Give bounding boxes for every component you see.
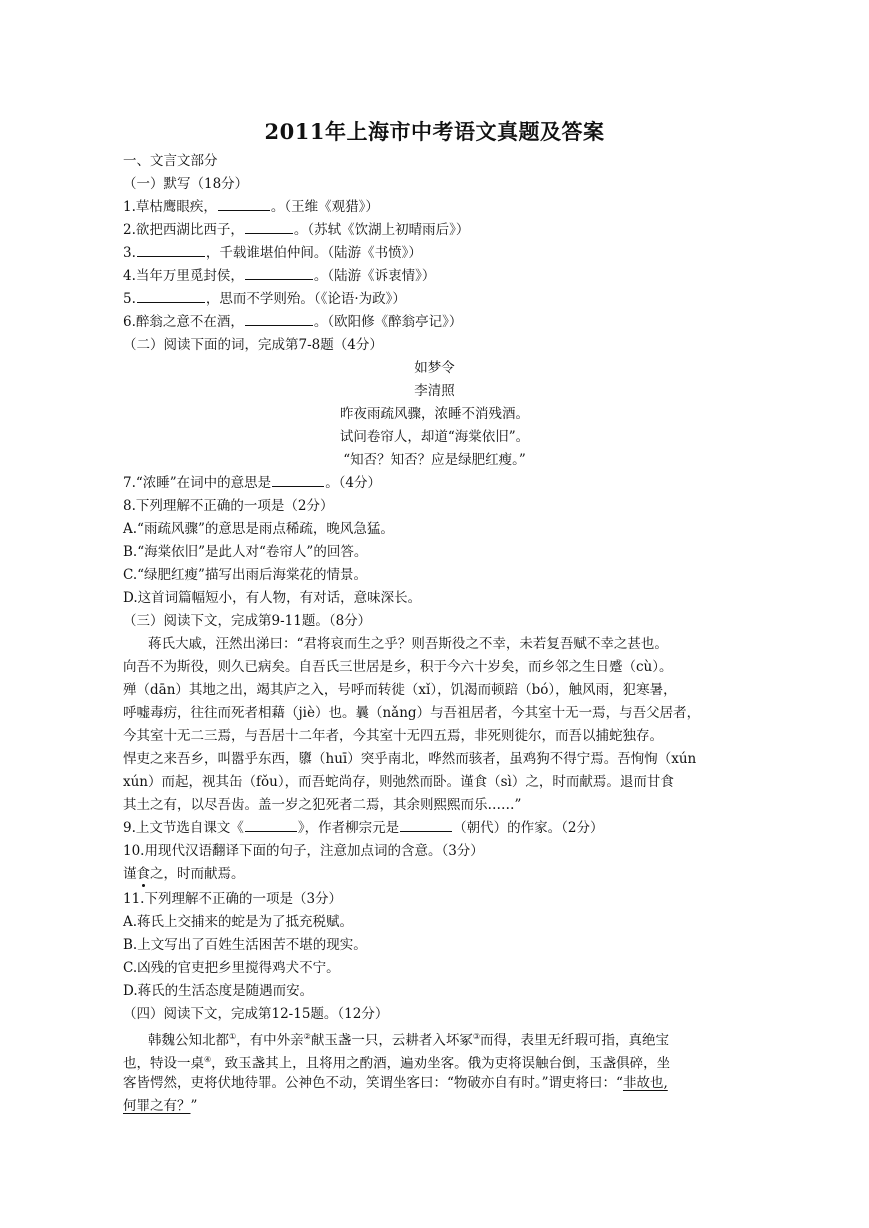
passage-line: 悍吏之来吾乡，叫嚣乎东西，隳（huī）突乎南北，哗然而骇者，虽鸡狗不得宁焉。吾恂恂（xún <box>123 751 697 767</box>
passage-line: 客皆愕然，吏将伏地待罪。公神色不动，笑谓坐客曰：“物破亦自有时。”谓吏将曰：“非故也, <box>123 1075 668 1091</box>
translation-sentence: 谨食之，时而献焉。 <box>123 866 245 882</box>
answer-blank[interactable] <box>218 197 270 211</box>
part1-heading: （一）默写（18分） <box>123 176 249 192</box>
section-heading: 一、文言文部分 <box>123 153 218 169</box>
answer-blank[interactable] <box>245 312 313 326</box>
question-5: 5. ，思而不学则殆。（《论语·为政》） <box>123 291 406 307</box>
underlined-text: 何罪之有？ <box>123 1098 191 1114</box>
answer-blank[interactable] <box>245 266 313 280</box>
question-10: 10.用现代汉语翻译下面的句子，注意加点词的含意。（3分） <box>123 843 484 859</box>
passage-line: xún）而起，视其缶（fǒu），而吾蛇尚存，则弛然而卧。谨食（sì）之，时而献焉。退而甘食 <box>123 774 674 790</box>
question-9: 9.上文节选自课文《 》，作者柳宗元是 （朝代）的作家。（2分） <box>123 820 604 836</box>
passage-line: 呼嘘毒疠，往往而死者相藉（jiè）也。曩（nǎng）与吾祖居者，今其室十无一焉，与吾父居者， <box>123 705 701 721</box>
question-1: 1.草枯鹰眼疾， 。（王维《观猎》） <box>123 199 379 215</box>
answer-blank[interactable] <box>245 220 293 234</box>
underlined-text: 非故也, <box>622 1075 668 1091</box>
passage-line: 也，特设一桌④，致玉盏其上，且将用之酌酒，遍劝坐客。俄为吏将误触台倒，玉盏俱碎，坐 <box>123 1055 671 1072</box>
option-b: B.“海棠依旧”是此人对“卷帘人”的回答。 <box>123 544 368 560</box>
poem-line: “知否？知否？应是绿肥红瘦。” <box>343 452 526 468</box>
passage-line: 何罪之有？” <box>123 1098 198 1114</box>
passage-line: 蒋氏大戚，汪然出涕曰：“君将哀而生之乎？则吾斯役之不幸，未若复吾赋不幸之甚也。 <box>148 636 668 652</box>
option-d: D.蒋氏的生活态度是随遇而安。 <box>123 983 314 999</box>
question-2: 2.欲把西湖比西子， 。（苏轼《饮湖上初晴雨后》） <box>123 222 470 238</box>
question-4: 4.当年万里觅封侯， 。（陆游《诉衷情》） <box>123 268 436 284</box>
footnote-marker: ② <box>303 1032 311 1041</box>
option-c: C.“绿肥红瘦”描写出雨后海棠花的情景。 <box>123 567 367 583</box>
answer-blank[interactable] <box>272 473 324 487</box>
footnote-marker: ③ <box>472 1032 481 1041</box>
option-d: D.这首词篇幅短小，有人物，有对话，意味深长。 <box>123 590 422 606</box>
question-3: 3. ，千载谁堪伯仲间。（陆游《书愤》） <box>123 245 422 261</box>
option-b: B.上文写出了百姓生活困苦不堪的现实。 <box>123 937 367 953</box>
answer-blank[interactable] <box>245 818 297 832</box>
answer-blank[interactable] <box>137 289 205 303</box>
poem-title: 如梦令 <box>414 360 455 376</box>
emphasis-dot-char: 食 <box>136 866 150 882</box>
question-7: 7.“浓睡”在词中的意思是 。（4分） <box>123 475 382 491</box>
footnote-marker: ① <box>229 1032 237 1041</box>
question-11: 11.下列理解不正确的一项是（3分） <box>123 891 343 907</box>
option-c: C.凶残的官吏把乡里搅得鸡犬不宁。 <box>123 960 340 976</box>
option-a: A.蒋氏上交捕来的蛇是为了抵充税赋。 <box>123 914 354 930</box>
option-a: A.“雨疏风骤”的意思是雨点稀疏，晚风急猛。 <box>123 521 394 537</box>
poem-line: 试问卷帘人，却道“海棠依旧”。 <box>339 429 530 445</box>
passage-line: 今其室十无二三焉，与吾居十二年者，今其室十无四五焉，非死则徙尔，而吾以捕蛇独存。 <box>123 728 663 744</box>
poem-line: 昨夜雨疏风骤，浓睡不消残酒。 <box>340 406 529 422</box>
passage-line: 韩魏公知北都①，有中外亲②献玉盏一只，云耕者入坏冢③而得，表里无纤瑕可指，真绝宝 <box>148 1032 670 1049</box>
part2-heading: （二）阅读下面的词，完成第7-8题（4分） <box>123 337 383 353</box>
passage-line: 向吾不为斯役，则久已病矣。自吾氏三世居是乡，积于今六十岁矣，而乡邻之生日蹙（cù）。 <box>123 659 673 675</box>
part3-heading: （三）阅读下文，完成第9-11题。（8分） <box>123 613 372 629</box>
part4-heading: （四）阅读下文，完成第12-15题。（12分） <box>123 1006 389 1022</box>
answer-blank[interactable] <box>137 243 205 257</box>
question-6: 6.醉翁之意不在酒， 。（欧阳修《醉翁亭记》） <box>123 314 463 330</box>
poem-author: 李清照 <box>414 383 455 399</box>
passage-line: 殚（dān）其地之出，竭其庐之入，号呼而转徙（xǐ），饥渴而顿踣（bó），触风雨，犯寒暑， <box>123 682 677 698</box>
page-title: 2011年上海市中考语文真题及答案 <box>264 119 605 144</box>
question-8: 8.下列理解不正确的一项是（2分） <box>123 498 334 514</box>
footnote-marker: ④ <box>204 1055 212 1064</box>
passage-line: 其土之有，以尽吾齿。盖一岁之犯死者二焉，其余则熙熙而乐……” <box>123 797 522 813</box>
answer-blank[interactable] <box>400 818 452 832</box>
